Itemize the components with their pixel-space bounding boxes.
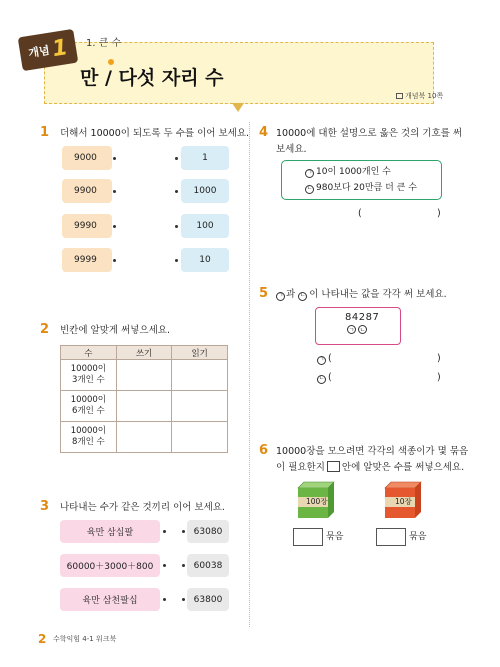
q3-right-item[interactable]: 60038 xyxy=(187,554,229,577)
reference-text: 개념북 10쪽 xyxy=(405,92,444,100)
circle-nieun-icon: ㄴ xyxy=(299,292,306,299)
table-cell xyxy=(61,360,117,391)
read-cell[interactable] xyxy=(172,391,228,422)
q4-option[interactable] xyxy=(305,180,417,196)
circle-nieun-icon: ㄴ xyxy=(359,327,366,334)
reference-link xyxy=(396,91,443,101)
book-icon xyxy=(396,93,403,99)
q4-answer-close: ) xyxy=(437,208,441,219)
cell-line: 10000이 xyxy=(70,426,107,436)
read-cell[interactable] xyxy=(172,360,228,391)
q5-answer-field-2[interactable] xyxy=(336,370,434,384)
q2-table xyxy=(60,345,228,453)
q5-answer-open: ( xyxy=(328,372,332,383)
q1-right-item[interactable]: 100 xyxy=(181,214,229,238)
badge-word: 개념 xyxy=(27,43,51,61)
q3-right-item[interactable]: 63800 xyxy=(187,588,229,611)
q3-left-item[interactable]: 육만 삼천팔십 xyxy=(60,588,160,611)
table-header: 수 xyxy=(61,346,117,360)
q6-number: 6 xyxy=(259,443,269,458)
q4-answer-open: ( xyxy=(358,208,362,219)
table-cell xyxy=(61,422,117,453)
q5-number: 5 xyxy=(259,286,269,301)
q1-left-item[interactable]: 9900 xyxy=(62,179,112,203)
table-header: 쓰기 xyxy=(116,346,172,360)
cell-line: 6개인 수 xyxy=(72,406,105,416)
table-row xyxy=(61,391,228,422)
q5-answer-row xyxy=(317,370,332,386)
q5-answer-close: ) xyxy=(437,372,441,383)
q1-right-dot[interactable] xyxy=(175,157,178,160)
q1-left-item[interactable]: 9990 xyxy=(62,214,112,238)
red-stack-label: 10장 xyxy=(395,497,412,506)
q5-number-shown: 84287 xyxy=(345,312,380,323)
q2-text: 빈칸에 알맞게 써넣으세요. xyxy=(60,325,171,336)
circle-giyeok-icon: ㄱ xyxy=(306,169,313,176)
q4-option-text: 980보다 20만큼 더 큰 수 xyxy=(316,183,417,193)
green-stack-label: 100장 xyxy=(306,497,328,506)
q3-left-dot[interactable] xyxy=(163,598,166,601)
cell-line: 3개인 수 xyxy=(72,375,105,385)
q6-answer-box-1[interactable] xyxy=(293,528,323,546)
cell-line: 8개인 수 xyxy=(72,437,105,447)
circle-giyeok-icon: ㄱ xyxy=(348,327,355,334)
q3-text: 나타내는 수가 같은 것끼리 이어 보세요. xyxy=(60,502,225,513)
q5-answer-close: ) xyxy=(437,353,441,364)
column-divider xyxy=(249,122,250,627)
q3-right-dot[interactable] xyxy=(182,564,185,567)
q1-left-item[interactable]: 9999 xyxy=(62,248,112,272)
table-row xyxy=(61,360,228,391)
q1-right-item[interactable]: 1000 xyxy=(181,179,229,203)
cell-line: 10000이 xyxy=(70,395,107,405)
q4-text-line2: 보세요. xyxy=(276,144,307,155)
q6-text-line2a: 이 필요한지 xyxy=(276,462,325,473)
q1-text: 더해서 10000이 되도록 두 수를 이어 보세요. xyxy=(60,128,250,139)
q6-unit-1: 묶음 xyxy=(326,532,344,542)
write-cell[interactable] xyxy=(116,422,172,453)
q5-answer-open: ( xyxy=(328,353,332,364)
read-cell[interactable] xyxy=(172,422,228,453)
q6-text-line2 xyxy=(276,460,464,476)
q6-text-line2b: 안에 알맞은 수를 써넣으세요. xyxy=(341,462,465,473)
table-header-row xyxy=(61,346,228,360)
q1-left-dot[interactable] xyxy=(113,157,116,160)
q1-left-dot[interactable] xyxy=(113,259,116,262)
q2-number: 2 xyxy=(40,322,50,337)
q3-left-item[interactable]: 육만 삼십팔 xyxy=(60,520,160,543)
q1-number: 1 xyxy=(40,125,50,140)
q5-marks xyxy=(347,325,369,334)
q6-answer-box-2[interactable] xyxy=(376,528,406,546)
q4-option[interactable] xyxy=(305,164,391,180)
q3-left-dot[interactable] xyxy=(163,530,166,533)
blank-box-icon xyxy=(327,461,340,472)
q1-right-dot[interactable] xyxy=(175,259,178,262)
q1-right-dot[interactable] xyxy=(175,225,178,228)
q3-left-dot[interactable] xyxy=(163,564,166,567)
write-cell[interactable] xyxy=(116,391,172,422)
q5-answer-row xyxy=(317,351,332,367)
q3-right-dot[interactable] xyxy=(182,598,185,601)
q4-number: 4 xyxy=(259,125,269,140)
table-header: 읽기 xyxy=(172,346,228,360)
q6-text-line1: 10000장을 모으려면 각각의 색종이가 몇 묶음 xyxy=(276,446,469,457)
page-number: 2 xyxy=(38,632,47,646)
circle-giyeok-icon: ㄱ xyxy=(318,356,325,363)
q3-right-dot[interactable] xyxy=(182,530,185,533)
q4-option-text: 10이 1000개인 수 xyxy=(316,167,391,177)
banner-notch xyxy=(232,103,244,112)
q1-right-item[interactable]: 1 xyxy=(181,146,229,170)
q6-unit-2: 묶음 xyxy=(409,532,427,542)
unit-label: 1. 큰 수 xyxy=(86,38,122,49)
page-title: 만 / 다섯 자리 수 xyxy=(80,67,224,89)
q1-left-item[interactable]: 9000 xyxy=(62,146,112,170)
circle-giyeok-icon: ㄱ xyxy=(277,292,284,299)
circle-nieun-icon: ㄴ xyxy=(306,185,313,192)
table-cell xyxy=(61,391,117,422)
q1-left-dot[interactable] xyxy=(113,225,116,228)
q1-left-dot[interactable] xyxy=(113,190,116,193)
badge-number: 1 xyxy=(50,34,70,62)
q1-right-item[interactable]: 10 xyxy=(181,248,229,272)
q4-text-line1: 10000에 대한 설명으로 옳은 것의 기호를 써 xyxy=(276,128,462,139)
q3-number: 3 xyxy=(40,499,50,514)
table-row xyxy=(61,422,228,453)
cell-line: 10000이 xyxy=(70,364,107,374)
q3-right-item[interactable]: 63080 xyxy=(187,520,229,543)
q4-answer-field[interactable] xyxy=(364,206,436,220)
q1-right-dot[interactable] xyxy=(175,190,178,193)
q3-left-item[interactable]: 60000＋3000＋800 xyxy=(60,554,160,577)
footer-text: 수학익힘 4-1 워크북 xyxy=(53,635,117,643)
circle-nieun-icon: ㄴ xyxy=(318,375,325,382)
write-cell[interactable] xyxy=(116,360,172,391)
q5-text: ㄱ 과 ㄴ 이 나타내는 값을 각각 써 보세요. xyxy=(277,289,447,300)
q5-answer-field-1[interactable] xyxy=(336,351,434,365)
